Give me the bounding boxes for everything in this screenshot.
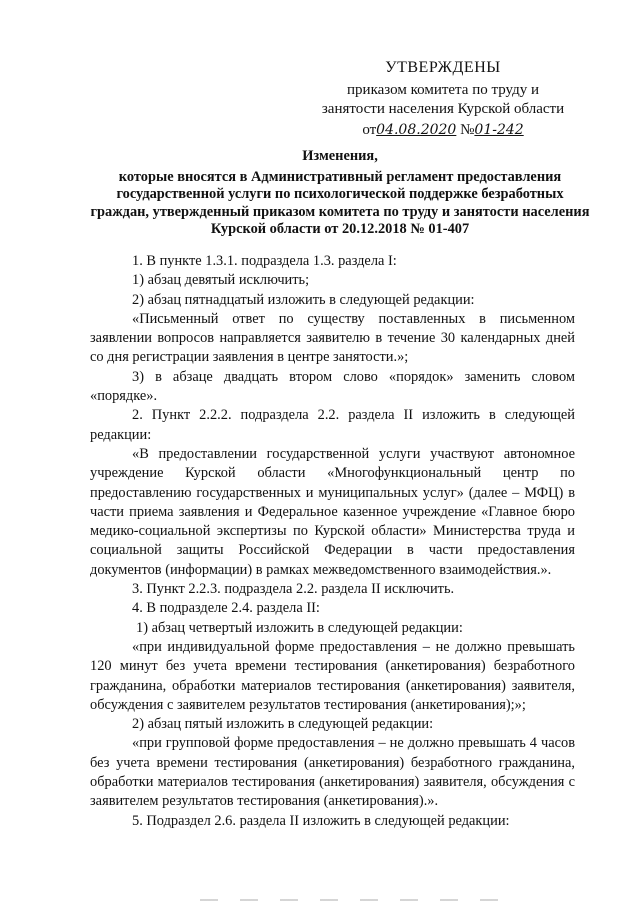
handwritten-number: 01-242	[474, 122, 524, 138]
approval-line-1: приказом комитета по труду и	[347, 82, 539, 98]
paragraph-2: 1) абзац девятый исключить;	[132, 272, 310, 289]
handwritten-date: 04.08.2020	[376, 122, 457, 138]
document-title	[90, 148, 590, 239]
scan-artifact	[200, 899, 500, 901]
paragraph-10: 1) абзац четвертый изложить в следующей редакции:	[136, 619, 463, 636]
document-body	[90, 252, 575, 831]
approval-date-line	[318, 121, 568, 140]
paragraph-4: «Письменный ответ по существу поставленных в письменном заявлении вопросов направляется заявителю в течение 30 календарных дней со дня регистрации заявления в центре занятости.»;	[90, 310, 575, 366]
number-prefix: №	[460, 122, 475, 138]
title-line-1: Изменения,	[302, 148, 378, 164]
paragraph-11: «при индивидуальной форме предоставления – не должно превышать 120 минут без учета времени тестирования (анкетирования) безработного гражданина, обработки материалов тестирования (анкетирования) заявителя, обсуждения с заявителем результатов тестирования (анкетирования);»;	[90, 638, 575, 713]
paragraph-8: 3. Пункт 2.2.3. подраздела 2.2. раздела II исключить.	[132, 581, 455, 598]
paragraph-1: 1. В пункте 1.3.1. подраздела 1.3. раздела I:	[132, 253, 397, 269]
paragraph-12: 2) абзац пятый изложить в следующей редакции:	[132, 716, 434, 733]
paragraph-14: 5. Подраздел 2.6. раздела II изложить в следующей редакции:	[132, 812, 510, 829]
paragraph-6: 2. Пункт 2.2.2. подраздела 2.2. раздела II изложить в следующей редакции:	[90, 407, 575, 443]
approval-stamp	[318, 58, 568, 140]
date-prefix: от	[362, 122, 377, 138]
paragraph-7: «В предоставлении государственной услуги участвуют автономное учреждение Курской области «Многофункциональный центр по предоставлению государственных и муниципальных услуг» (далее – МФЦ) в части приема заявления и Федеральное казенное учреждение «Главное бюро медико-социальной экспертизы по Курской области» Министерства труда и социальной защиты Российской Федерации в части предоставления документов (информации) в рамках межведомственного взаимодействия.».	[90, 445, 575, 578]
paragraph-13: «при групповой форме предоставления – не должно превышать 4 часов без учета времени тестирования (анкетирования) безработного гражданина, обработки материалов тестирования (анкетирования) заявителя, обсуждения с заявителем результатов тестирования (анкетирования).».	[90, 735, 575, 810]
approval-line-2: занятости населения Курской области	[321, 101, 565, 117]
paragraph-3: 2) абзац пятнадцатый изложить в следующей редакции:	[132, 291, 475, 308]
paragraph-5: 3) в абзаце двадцать втором слово «порядок» заменить словом «порядке».	[90, 368, 575, 405]
title-line-2: которые вносятся в Административный регламент предоставления государственной услуги по психологической поддержке безработных граждан, утвержденный приказом комитета по труду и занятости населения Курской области от 20.12.2018 № 01-407	[90, 168, 590, 237]
paragraph-9: 4. В подразделе 2.4. раздела II:	[132, 600, 320, 617]
approval-heading: УТВЕРЖДЕНЫ	[385, 59, 501, 76]
